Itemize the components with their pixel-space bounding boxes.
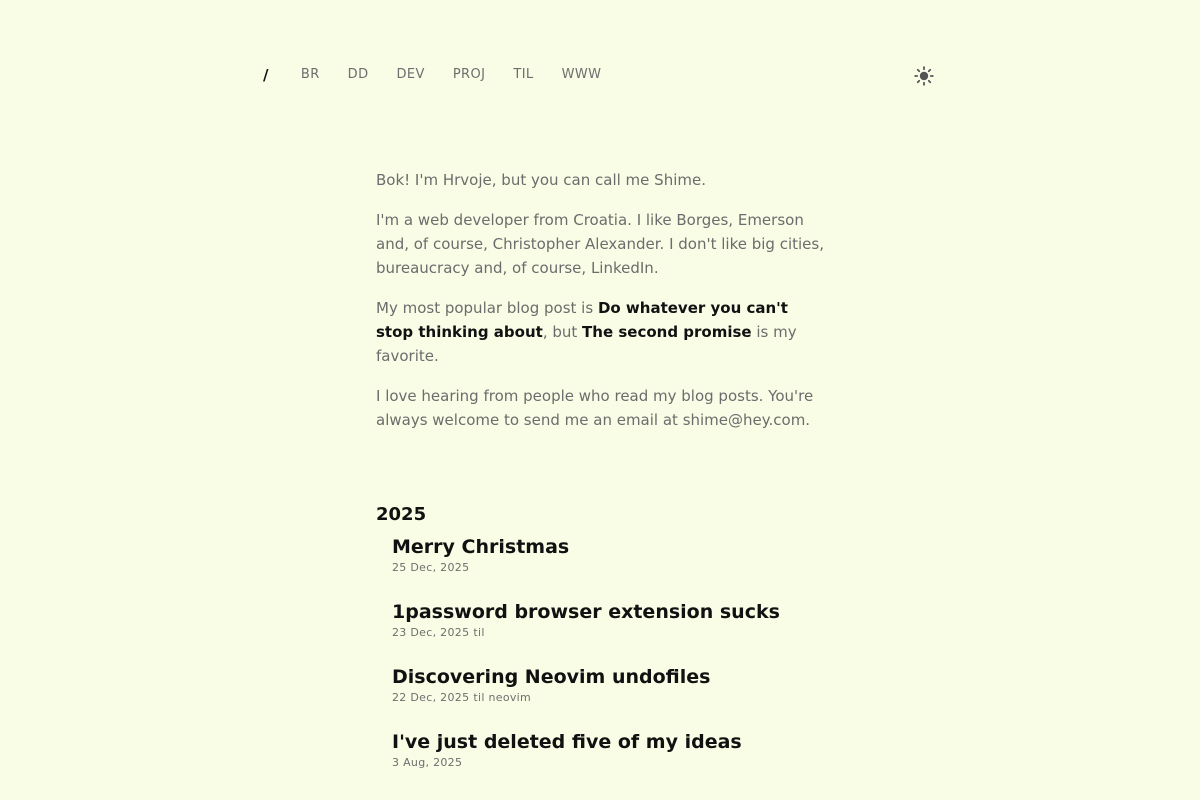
nav-link-dev[interactable]: DEV [396,67,425,82]
post-title-link[interactable]: I've just deleted five of my ideas [392,731,742,753]
intro-about: I'm a web developer from Croatia. I like Borges, Emerson and, of course, Christopher Alexander. I don't like big cities, bureaucracy and, of course, LinkedIn. [376,211,824,277]
post-title-link[interactable]: Discovering Neovim undofiles [392,666,711,688]
intro-favorites-text: is my favorite. [376,323,797,365]
top-nav [263,63,629,87]
post-meta [392,625,912,641]
nav-home-link[interactable]: / [263,66,269,84]
post-title-link[interactable]: Merry Christmas [392,536,570,558]
post-date: 3 Aug, 2025 [392,756,463,769]
list-item [392,665,912,730]
post-tags[interactable]: til [473,626,485,639]
post-date: 23 Dec, 2025 [392,626,470,639]
post-meta [392,560,912,576]
nav-link-til[interactable]: TIL [513,67,534,82]
year-heading: 2025 [376,504,427,525]
list-item [392,535,912,600]
popular-post-link[interactable]: Do whatever you can't stop thinking about [376,299,788,341]
nav-link-proj[interactable]: PROJ [452,67,486,82]
intro [376,168,826,448]
intro-greeting: Bok! I'm Hrvoje, but you can call me Shime. [376,171,706,189]
post-title-link[interactable]: 1password browser extension sucks [392,601,780,623]
list-item [392,600,912,665]
post-date: 25 Dec, 2025 [392,561,470,574]
post-date: 22 Dec, 2025 [392,691,470,704]
post-tags[interactable]: til neovim [473,691,532,704]
intro-favorites-text: My most popular blog post is [376,299,598,317]
intro-favorites-text: , but [542,323,583,341]
post-meta [392,690,912,706]
sun-icon [914,66,934,86]
list-item [392,730,912,795]
nav-link-br[interactable]: BR [300,67,320,82]
post-meta [392,755,912,771]
intro-contact: I love hearing from people who read my blog posts. You're always welcome to send me an email at shime@hey.com. [376,387,814,429]
favorite-post-link[interactable]: The second promise [582,323,752,341]
nav-link-www[interactable]: WWW [561,67,602,82]
theme-toggle-button[interactable] [912,64,936,88]
intro-favorites [376,296,826,368]
nav-link-dd[interactable]: DD [347,67,369,82]
post-list [392,535,912,795]
